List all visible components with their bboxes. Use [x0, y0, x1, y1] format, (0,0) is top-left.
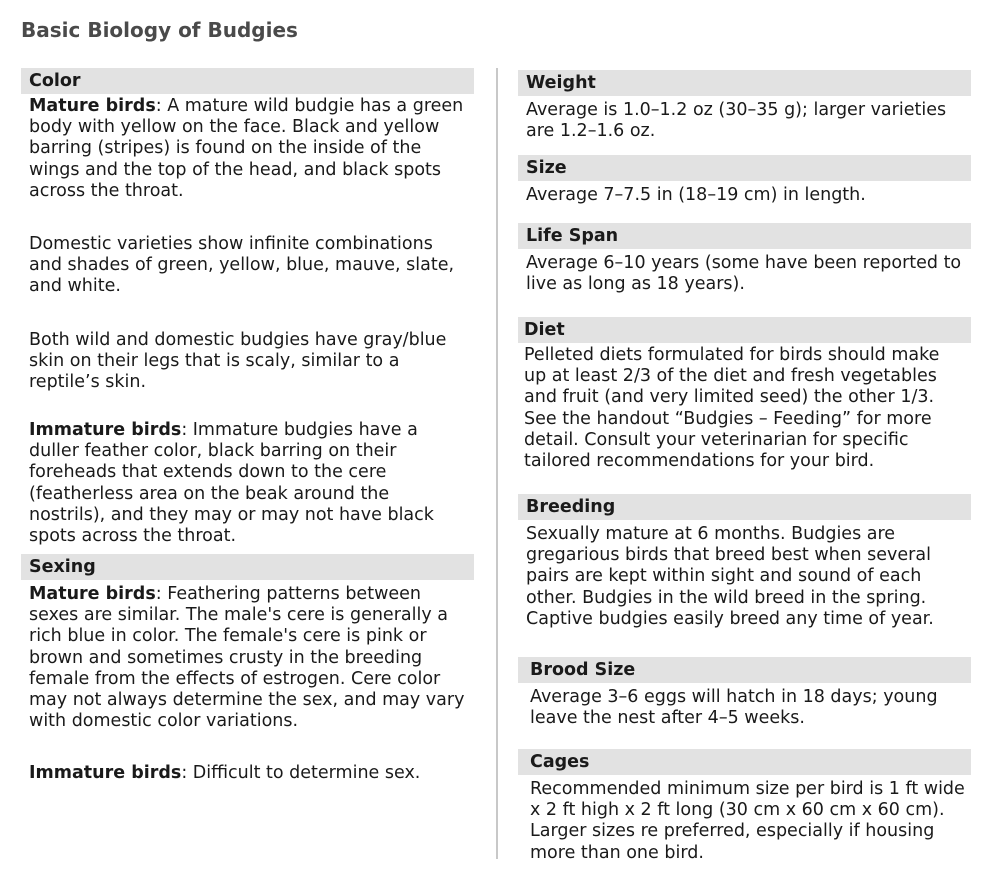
domestic-varieties-paragraph: Domestic varieties show infinite combinations and shades of green, yellow, blue, mauve, slate, and white.	[29, 234, 455, 297]
section-heading-color: Color	[21, 68, 474, 94]
section-heading-cages: Cages	[518, 749, 971, 775]
section-heading-lifespan: Life Span	[518, 223, 971, 249]
section-sexing	[21, 554, 474, 783]
weight-text: Average is 1.0–1.2 oz (30–35 g); larger varieties are 1.2–1.6 oz.	[526, 100, 947, 142]
page-title: Basic Biology of Budgies	[21, 18, 298, 42]
section-brood-size	[518, 657, 971, 729]
diet-text: Pelleted diets formulated for birds should make up at least 2/3 of the diet and fresh vegetables and fruit (and very limited seed) the other 1/3. See the handout “Budgies – Feeding” for more detail. Consult your veterinarian for specific tailored recommendations for your bird.	[524, 345, 940, 472]
mature-birds-text: : A mature wild budgie has a green body with yellow on the face. Black and yellow barring (stripes) is found on the inside of the wings and the top of the head, and black spots across the throat.	[29, 96, 464, 201]
immature-birds-label: Immature birds	[29, 420, 182, 440]
sexing-immature-label: Immature birds	[29, 763, 182, 783]
size-text: Average 7–7.5 in (18–19 cm) in length.	[526, 185, 866, 205]
cages-text: Recommended minimum size per bird is 1 ft wide x 2 ft high x 2 ft long (30 cm x 60 cm x 60 cm). Larger sizes re preferred, especially if housing more than one bird.	[530, 779, 965, 863]
section-heading-sexing: Sexing	[21, 554, 474, 580]
immature-birds-text: : Immature budgies have a duller feather color, black barring on their foreheads that extends down to the cere (featherless area on the beak around the nostrils), and they may or may not have black spots across the throat.	[29, 420, 434, 547]
section-heading-size: Size	[518, 155, 971, 181]
section-breeding	[518, 494, 971, 630]
section-color	[21, 68, 474, 547]
sexing-immature-text: : Difficult to determine sex.	[181, 763, 421, 783]
sexing-mature-text: : Feathering patterns between sexes are similar. The male's cere is generally a rich blue in color. The female's cere is pink or brown and sometimes crusty in the breeding female from the effects of estrogen. Cere color may not always determine the sex, and may vary with domestic color variations.	[29, 584, 465, 732]
column-divider	[496, 68, 498, 859]
brood-size-text: Average 3–6 eggs will hatch in 18 days; young leave the nest after 4–5 weeks.	[530, 687, 938, 729]
section-size	[518, 155, 971, 206]
section-cages	[518, 749, 971, 864]
sexing-immature-paragraph	[21, 763, 474, 784]
section-heading-breeding: Breeding	[518, 494, 971, 520]
sexing-mature-label: Mature birds	[29, 584, 156, 604]
sexing-mature-paragraph	[21, 584, 474, 732]
skin-paragraph: Both wild and domestic budgies have gray/blue skin on their legs that is scaly, similar to a reptile’s skin.	[29, 330, 447, 393]
color-mature-paragraph	[21, 96, 474, 202]
section-heading-diet: Diet	[518, 317, 971, 343]
section-weight	[518, 70, 971, 142]
section-lifespan	[518, 223, 971, 295]
lifespan-text: Average 6–10 years (some have been reported to live as long as 18 years).	[526, 253, 962, 295]
section-heading-weight: Weight	[518, 70, 971, 96]
section-heading-brood-size: Brood Size	[518, 657, 971, 683]
color-immature-paragraph	[21, 420, 474, 547]
section-diet	[518, 317, 971, 472]
breeding-text: Sexually mature at 6 months. Budgies are gregarious birds that breed best when several pairs are kept within sight and sound of each other. Budgies in the wild breed in the spring. Captive budgies easily breed any time of year.	[526, 524, 934, 629]
mature-birds-label: Mature birds	[29, 96, 156, 116]
